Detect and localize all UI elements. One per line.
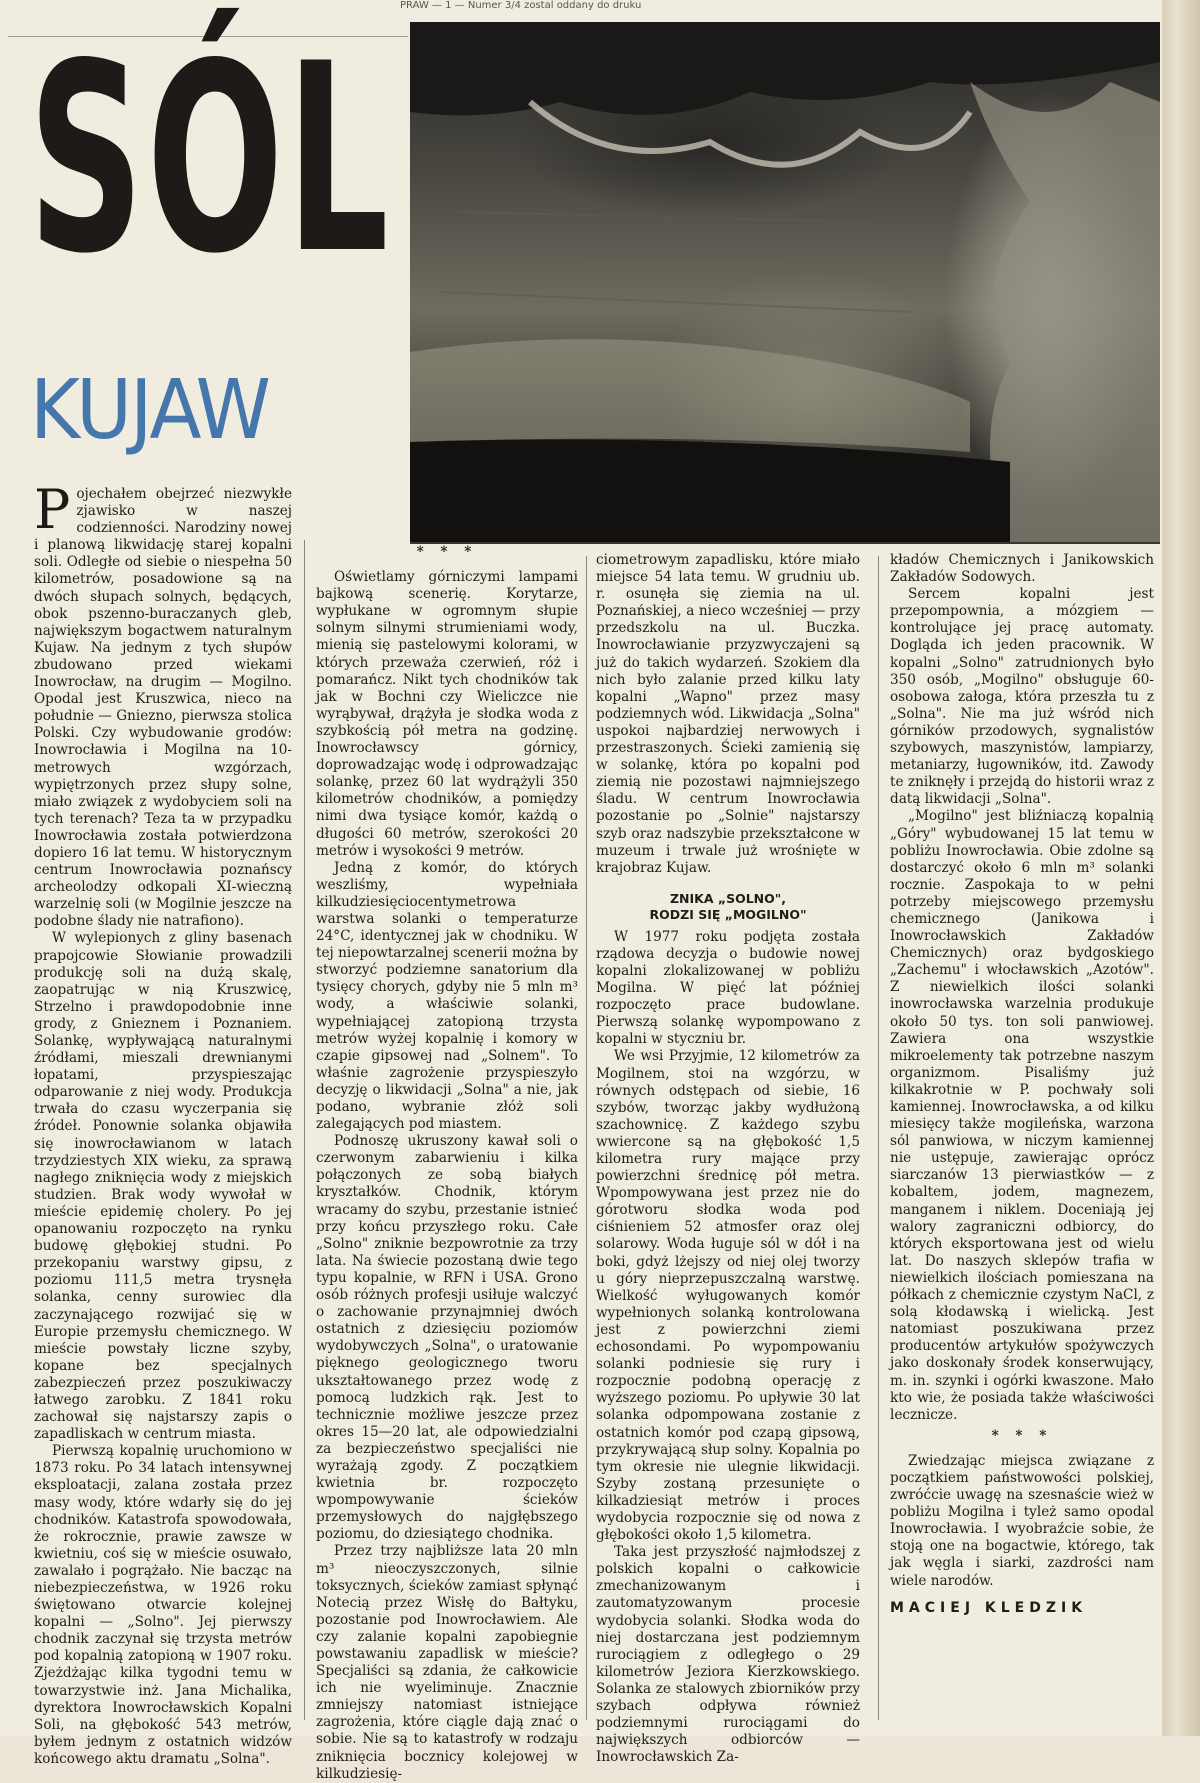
paragraph bbox=[34, 478, 292, 930]
headline-sol: SÓL bbox=[28, 9, 392, 311]
column-divider-1 bbox=[304, 540, 305, 1720]
headline-kujaw: KUJAW bbox=[30, 363, 270, 458]
article-column-4 bbox=[890, 552, 1154, 1617]
paragraph: We wsi Przyjmie, 12 kilometrów za Mogilnem, stoi na wzgórzu, w równych odstępach od siebie, 16 szybów, tworząc jakby wydłużoną szachownicę. Z każdego szybu wwiercone są na głębokość 1,5 kilometra rury mające przy powierzchni średnicę pół metra. Wpompowywana jest przez nie do górotworu słodka woda pod ciśnieniem 52 atmosfer oraz olej solarowy. Woda ługuje sól w dół i na boki, gdyż lżejszy od niej olej tworzy u góry nieprzepuszczalną warstwę. Wielkość wyługowanych komór wypełnionych solanką kontrolowana jest z powierzchni ziemi echosondami. Po wypompowaniu solanki podniesie się rury i rozpocznie podobną operację z wyższego poziomu. Po upływie 30 lat solanka odpompowana zostanie z ostatnich komór pod czapą gipsową, przykrywającą słup solny. Kopalnia po tym okresie nie ulegnie likwidacji. Szyby zostaną przesunięte o kilkadziesiąt metrów i proces wydobycia rozpocznie się od nowa z głębokości około 1,5 kilometra. bbox=[596, 1048, 860, 1544]
paragraph: Oświetlamy górniczymi lampami bajkową scenerię. Korytarze, wypłukane w ogromnym słupie solnym silnymi strumieniami wody, mienią się pastelowymi kolorami, w których przeważa czerwień, róż i pomarańcz. Nikt tych chodników tak jak w Bochni czy Wieliczce nie wyrąbywał, drążyła je słodka woda z szybkością pół metra na godzinę. Inowrocławscy górnicy, doprowadzając wodę i odprowadzając solankę, przez 60 lat wydrążyli 350 kilometrów chodników, a pomiędzy nimi dwa tysiące komór, każdą o długości 60 metrów, szerokości 20 metrów i wysokości 9 metrów. bbox=[316, 569, 578, 859]
paragraph: ciometrowym zapadlisku, które miało miejsce 54 lata temu. W grudniu ub. r. osunęła się ziemia na ul. Poznańskiej, a nieco wcześniej — przy przedszkolu na ul. Buczka. Inowrocławianie przyzwyczajeni są już do takich wydarzeń. Szokiem dla nich było zalanie przed kilku laty kopalni „Wapno" przez masy podziemnych wód. Likwidacja „Solna" uspokoi najbardziej nerwowych i przestraszonych. Ścieki zamienią się w solankę, która po kopalni pod ziemią nie pozostawi najmniejszego śladu. W centrum Inowrocławia pozostanie po „Solnie" najstarszy szyb oraz nadszybie przekształcone w muzeum i trwale już wrośnięte w krajobraz Kujaw. bbox=[596, 552, 860, 876]
cave-ceiling-highlight bbox=[530, 102, 970, 165]
subheading bbox=[596, 891, 860, 923]
cave-floor-light bbox=[410, 339, 970, 452]
paragraph: Taka jest przyszłość najmłodszej z polskich kopalni o całkowicie zmechanizowanym i zautomatyzowanym procesie wydobycia solanki. Słodka woda do niej dostarczana jest podziemnym rurociągiem z odległego o 29 kilometrów Jeziora Kierzkowskiego. Solanka ze stalowych zbiorników przy szybach odpływa również podziemnymi rurociągami do największych odbiorców — Inowrocławskich Za- bbox=[596, 1544, 860, 1766]
paragraph: Pierwszą kopalnię uruchomiono w 1873 roku. Po 34 latach intensywnej eksploatacji, zalana została przez masy wody, które wdarły się do jej chodników. Katastrofa spowodowała, że rokrocznie, prawie zawsze w kwietniu, coś się w mieście osuwało, zawalało i pogrążało. Nie bacząc na niebezpieczeństwa, w 1926 roku świętowano otwarcie kolejnej kopalni — „Solno". Jej pierwszy chodnik zaczynał się trzysta metrów pod kopalnią zatopioną w 1907 roku. Zjeżdżając kilka tygodni temu w towarzystwie inż. Jana Michalika, dyrektora Inowrocławskich Kopalni Soli, na głębokość 543 metrów, byłem jednym z ostatnich widzów końcowego aktu dramatu „Solna". bbox=[34, 1443, 292, 1767]
salt-cave-photo bbox=[410, 22, 1160, 542]
author-byline: MACIEJ KLEDZIK bbox=[890, 1599, 1088, 1616]
page-header-strip: PRAW — 1 — Numer 3/4 zostal oddany do druku bbox=[400, 0, 642, 11]
paragraph: Przez trzy najbliższe lata 20 mln m³ nieoczyszczonych, silnie toksycznych, ścieków zamiast spłynąć Notecią przez Wisłę do Bałtyku, pozostanie pod Inowrocławiem. Ale czy zalanie kopalni zapobiegnie powstawaniu zapadlisk w mieście? Specjaliści są zdania, że całkowicie ich nie wyeliminuje. Znacznie zmniejszy natomiast istniejące zagrożenia, które ciągle dają znać o sobie. Nie są to katastrofy w rodzaju zniknięcia bocznicy kolejowej w kilkudziesię- bbox=[316, 1543, 578, 1782]
drop-cap: P bbox=[34, 478, 71, 541]
column-divider-2 bbox=[586, 556, 587, 1720]
cave-floor bbox=[410, 440, 1010, 543]
paragraph: Podnoszę ukruszony kawał soli o czerwonym zabarwieniu i kilka połączonych ze sobą białych kryształków. Chodnik, którym wracamy do szybu, przestanie istnieć przy końcu przyszłego roku. Całe „Solno" zniknie bezpowrotnie za trzy lata. Na świecie pozostaną dwie tego typu kopalnie, w RFN i USA. Grono osób różnych profesji usiłuje walczyć o zachowanie przynajmniej dwóch ostatnich z dziesięciu poziomów wydobywczych „Solna", o uratowanie pięknego geologicznego tworu ukształtowanego przez wodę z pomocą ludzkich rąk. Jest to technicznie możliwe jeszcze przez okres 15—20 lat, ale odpowiedzialni za bezpieczeństwo specjaliści nie wyrażają zgody. Z początkiem kwietnia br. rozpoczęto wpompowywanie ścieków przemysłowych do najgłębszego poziomu, do dziesiątego chodnika. bbox=[316, 1133, 578, 1543]
column-divider-3 bbox=[878, 556, 879, 1720]
cave-ceiling bbox=[410, 22, 1160, 115]
article-column-3 bbox=[596, 552, 860, 1766]
section-separator: * * * bbox=[416, 544, 478, 560]
paragraph: Zwiedzając miejsca związane z początkiem państwowości polskiej, zwróćcie uwagę na szesnaście wież w pobliżu Mogilna i tyleż samo opodal Inowrocławia. I wyobraźcie sobie, że stoją one na bogactwie, którego, tak jak węgla i siarki, zazdrości nam wiele narodów. bbox=[890, 1452, 1154, 1589]
article-column-1 bbox=[34, 478, 292, 1768]
paragraph: kładów Chemicznych i Janikowskich Zakładów Sodowych. bbox=[890, 552, 1154, 586]
paragraph: Sercem kopalni jest przepompownia, a mózgiem — kontrolujące jej pracę automaty. Dogląda ich jeden pracownik. W kopalni „Solno" zatrudnionych było 350 osób, „Mogilno" obsługuje 60-osobowa załoga, która przeszła tu z „Solna". Nie ma już wśród nich górników przodowych, sygnalistów szybowych, maszynistów, lampiarzy, metaniarzy, ługowników, itd. Zawody te zniknęły i przejdą do historii wraz z datą likwidacji „Solna". bbox=[890, 586, 1154, 808]
cave-drawing bbox=[410, 22, 1160, 542]
paragraph: „Mogilno" jest bliźniaczą kopalnią „Góry" wybudowanej 15 lat temu w pobliżu Inowrocławia. Obie zdolne są dostarczyć około 6 mln m³ solanki rocznie. Zaspokaja to w pełni potrzeby miejscowego przemysłu chemicznego (Janikowa i Inowrocławskich Zakładów Chemicznych) oraz bydgoskiego „Zachemu" i włocławskich „Azotów". Z niewielkich ilości solanki inowrocławska warzelnia produkuje około 50 tys. ton soli panwiowej. Zawiera ona wszystkie mikroelementy tak potrzebne naszym organizmom. Pisaliśmy już kilkakrotnie w P. pochwały soli kamiennej. Inowrocławska, a od kilku miesięcy także mogileńska, warzona sól panwiowa, w niczym kamiennej nie ustępuje, zawierając oprócz siarczanów 13 pierwiastków — z kobaltem, jodem, magnezem, manganem i niklem. Doceniają jej walory zagraniczni odbiorcy, do których eksportowana jest od wielu lat. Do naszych sklepów trafia w niewielkich ilościach pomieszana na półkach z chemicznie czystym NaCl, z solą kłodawską i wielicką. Jest natomiast poszukiwana przez producentów artykułów spożywczych jako doskonały środek konserwujący, m. in. szynki i ogórki kwaszone. Mało kto wie, że posiada także właściwości lecznicze. bbox=[890, 808, 1154, 1423]
page-edge bbox=[1162, 0, 1200, 1736]
paragraph: W 1977 roku podjęta została rządowa decyzja o budowie nowej kopalni zlokalizowanej w pobliżu Mogilna. W pięć lat później rozpoczęto prace budowlane. Pierwszą solankę wypompowano z kopalni w styczniu br. bbox=[596, 928, 860, 1048]
cave-wall-striations bbox=[440, 212, 910, 312]
paragraph: W wylepionych z gliny basenach prapojcowie Słowianie prowadzili produkcję soli na dużą skalę, zaopatrując w nią Kruszwicę, Strzelno i prawdopodobnie inne grody, z Gnieznem i Poznaniem. Solankę, wypływającą naturalnymi źródłami, mieszali drewnianymi łopatami, przyspieszając odparowanie z niej wody. Produkcja trwała do czasu wyczerpania się źródeł. Ponownie solanka objawiła się inowrocławianom w latach trzydziestych XIX wieku, za sprawą nagłego zniknięcia wody z miejskich studzien. Brak wody wywołał w mieście epidemię cholery. Po jej opanowaniu rozpoczęto na rynku budowę głębokiej studni. Po przekopaniu warstwy gipsu, z poziomu 111,5 metra trysnęła solanka, cenny surowiec dla zaczynającego rozwijać się w Europie przemysłu chemicznego. W mieście powstały liczne szyby, kopane bez specjalnych zabezpieczeń przez poszukiwaczy łatwego zarobku. Z 1841 roku zachował się najstarszy zapis o zapadliskach w centrum miasta. bbox=[34, 930, 292, 1443]
section-separator: * * * bbox=[991, 1427, 1053, 1444]
paragraph: Jedną z komór, do których weszliśmy, wypełniała kilkudziesięciocentymetrowa warstwa solanki o temperaturze 24°C, identycznej jak w chodniku. W tej niepowtarzalnej scenerii można by stworzyć podziemne sanatorium dla tysięcy chorych, gdyby nie 5 mln m³ wody, a właściwie solanki, wypełniającej zatopioną trzysta metrów wyżej kopalnię i komory w czapie gipsowej nad „Solnem". To właśnie zagrożenie przyspieszyło decyzję o likwidacji „Solna" a nie, jak podano, wybranie złóż soli zalegających pod miastem. bbox=[316, 859, 578, 1133]
subheading-line-1: ZNIKA „SOLNO", bbox=[669, 890, 787, 906]
paragraph-text: ojechałem obejrzeć niezwykłe zjawisko w naszej codzienności. Narodziny nowej i planową likwidację starej kopalni soli. Odległe od siebie o niespełna 50 kilometrów, posadowione są na dwóch słupach solnych, będących, obok pszenno-buraczanych gleb, największym bogactwem naturalnym Kujaw. Na jednym z tych słupów zbudowano przed wiekami Inowrocław, na drugim — Mogilno. Opodal jest Kruszwica, nieco na południe — Gniezno, pierwsza stolica Polski. Czy wybudowanie grodów: Inowrocławia i Mogilna na 10-metrowych wzgórzach, wypiętrzonych przez słupy solne, miało związek z wydobyciem soli na tych terenach? Teza ta w przypadku Inowrocławia została potwierdzona dopiero 16 lat temu. W historycznym centrum Inowrocławia poznańscy archeolodzy odkopali XI-wieczną warzelnię soli (w Mogilnie jeszcze na podobne ślady nie natrafiono). bbox=[34, 486, 292, 930]
article-column-2 bbox=[316, 540, 578, 1783]
subheading-line-2: RODZI SIĘ „MOGILNO" bbox=[649, 906, 807, 922]
